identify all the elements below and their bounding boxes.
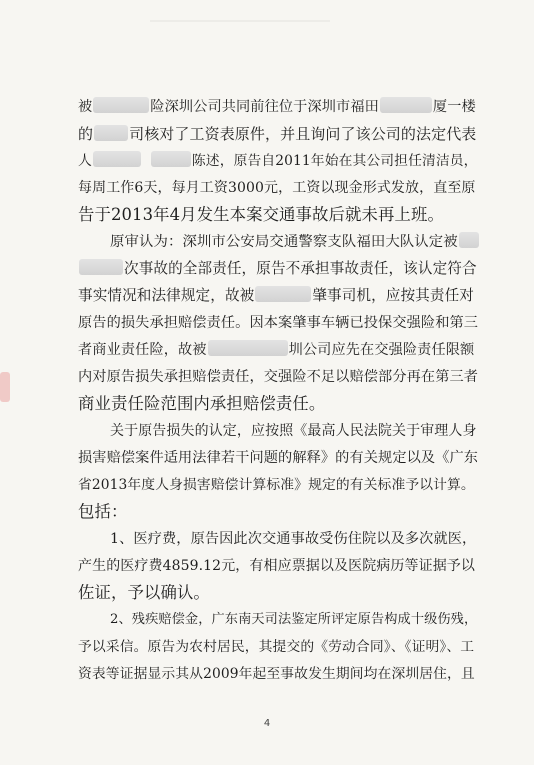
text-line: 包括： [78,502,128,521]
redaction [459,232,479,248]
text-line: 被 险深圳公司共同前往位于深圳市福田 厦一楼 [78,99,476,115]
text-line: 资表等证据显示其从2009年起至事故发生期间均在深圳居住，且 [78,666,475,682]
text-line: 原审认为：深圳市公安局交通警察支队福田大队认定被 [110,232,480,252]
redaction [79,259,123,275]
text-line: 关于原告损失的认定，应按照《最高人民法院关于审理人身 [110,423,477,439]
redaction [380,97,432,113]
text-line: 事实情况和法律规定，故被 肇事司机，应按其责任对 [78,287,474,304]
text-line: 佐证，予以确认。 [78,583,210,602]
text-line: 原告的损失承担赔偿责任。因本案肇事车辆已投保交强险和第三 [78,315,479,331]
text-line: 者商业责任险，故被 圳公司应先在交强险责任限额 [78,342,475,358]
text-line: 产生的医疗费4859.12元，有相应票据以及医院病历等证据予以 [78,558,475,574]
text-line: 的 司核对了工资表原件，并且询问了该公司的法定代表 [78,125,477,143]
page-number: 4 [263,718,271,729]
redaction [94,125,128,141]
text-line: 告于2013年4月发生本案交通事故后就未再上班。 [78,205,444,224]
text-line: 予以采信。原告为农村居民，其提交的《劳动合同》、《证明》、工 [78,639,475,655]
text-line: 内对原告损失承担赔偿责任，交强险不足以赔偿部分再在第三者 [78,369,479,385]
redaction [93,151,141,167]
text-line: 次事故的全部责任，原告不承担事故责任，该认定符合 [78,259,478,279]
redaction [208,340,288,356]
redaction [93,97,149,113]
redaction [255,286,311,302]
text-line: 人 陈述，原告自2011年始在其公司担任清洁员， [78,153,478,169]
redaction [151,151,191,167]
text-line: 2、残疾赔偿金，广东南天司法鉴定所评定原告构成十级伤残， [110,612,478,627]
text-line: 损害赔偿案件适用法律若干问题的解释》的有关规定以及《广东 [78,450,479,466]
text-line: 1、医疗费，原告因此次交通事故受伤住院以及多次就医， [110,531,477,547]
text-line: 每周工作6天，每月工资3000元，工资以现金形式发放，直至原 [78,180,476,196]
red-stamp-edge [0,372,10,402]
bleed-through [150,20,330,22]
text-line: 省2013年度人身损害赔偿计算标准》规定的有关标准予以计算。 [78,477,475,493]
text-line: 商业责任险范围内承担赔偿责任。 [78,394,326,413]
